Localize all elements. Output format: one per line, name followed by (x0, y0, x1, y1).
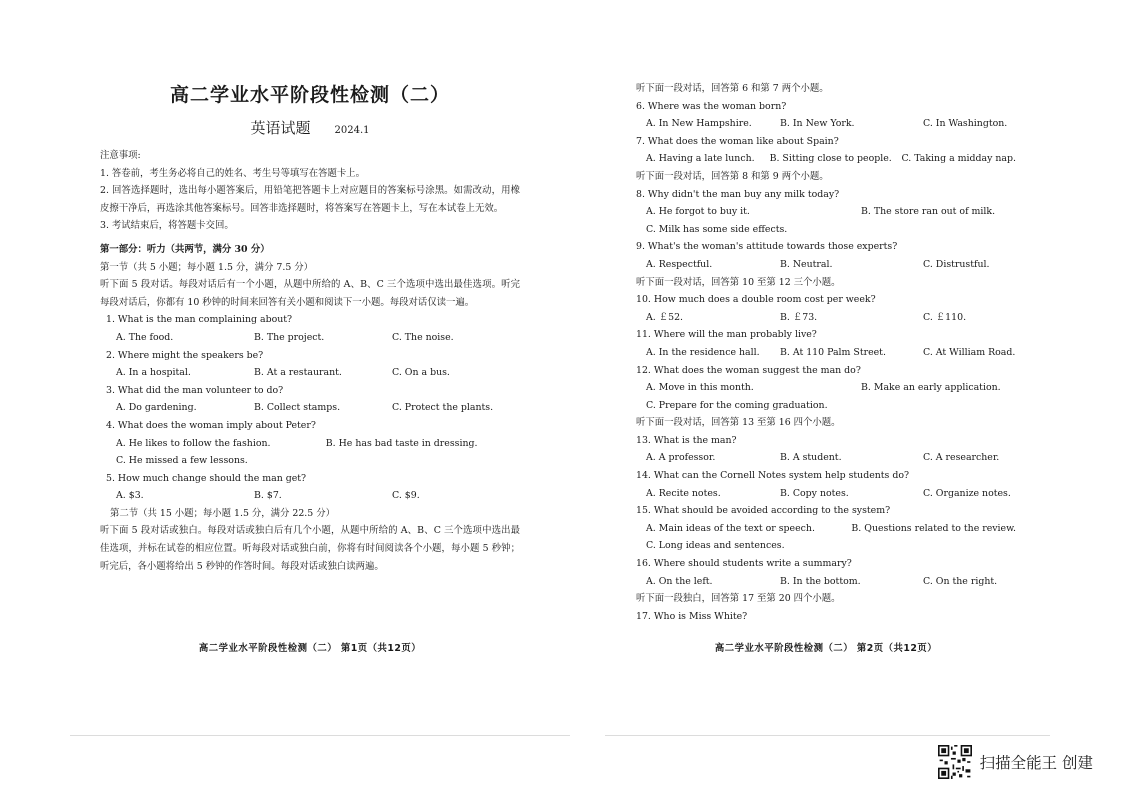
answer-option: C. Distrustful. (923, 258, 990, 270)
answer-options (636, 449, 1016, 467)
answer-option: C. Milk has some side effects. (646, 223, 788, 235)
question-text: 15. What should be avoided according to the system? (636, 505, 891, 517)
question-list (100, 311, 520, 505)
question-text: 2. Where might the speakers be? (106, 349, 264, 361)
answer-options (636, 203, 1016, 221)
answer-options (636, 573, 1016, 591)
answer-option: C. On a bus. (392, 367, 450, 379)
answer-options (636, 221, 1016, 239)
answer-options (636, 256, 1016, 274)
page-footer: 高二学业水平阶段性检测（二） 第1页（共12页） (198, 643, 422, 654)
question-text: 1. What is the man complaining about? (106, 314, 293, 326)
answer-option: C. $9. (392, 490, 420, 502)
answer-option: A. $3. (116, 490, 144, 502)
answer-option: B. ￡73. (780, 311, 818, 323)
answer-option: A. Having a late lunch. (646, 153, 755, 165)
question-text: 8. Why didn't the man buy any milk today? (636, 188, 840, 200)
section-heading: 第二节（共 15 小题；每小题 1.5 分，满分 22.5 分） (110, 507, 335, 519)
page-1-content (100, 147, 520, 575)
section-heading: 第一节（共 5 小题；每小题 1.5 分，满分 7.5 分） (100, 261, 314, 273)
answer-option: C. At William Road. (923, 346, 1016, 358)
exam-date: 2024.1 (334, 125, 370, 136)
answer-option: B. A student. (780, 452, 842, 464)
answer-option: A. A professor. (646, 452, 716, 464)
answer-option: B. At 110 Palm Street. (780, 346, 886, 358)
answer-option: B. At a restaurant. (254, 367, 342, 379)
note-item: 1. 答卷前，考生务必将自己的姓名、考生号等填写在答题卡上。 (100, 167, 366, 179)
scanner-watermark (938, 745, 1093, 779)
question-text: 5. How much change should the man get? (106, 472, 307, 484)
answer-option: B. Copy notes. (780, 487, 849, 499)
exam-title: 高二学业水平阶段性检测（二） (169, 84, 450, 106)
answer-options (636, 520, 1016, 538)
answer-options (636, 379, 1016, 397)
answer-option: B. Questions related to the review. (851, 522, 1016, 534)
notes-heading: 注意事项: (100, 150, 141, 161)
section-instructions: 听下面 5 段对话。每段对话后有一个小题，从题中所给的 A、B、C 三个选项中选出最佳选项。听完每段对话后，你都有 10 秒钟的时间来回答有关小题和阅读下一小题。每段对话仅读一遍。 (100, 279, 520, 308)
answer-option: C. Taking a midday nap. (901, 153, 1016, 165)
answer-option: C. Long ideas and sentences. (646, 540, 785, 552)
answer-option: B. $7. (254, 490, 282, 502)
answer-option: A. In the residence hall. (646, 346, 760, 358)
part-heading: 第一部分：听力（共两节，满分 30 分） (100, 243, 270, 255)
scan-edge-line (605, 735, 1050, 736)
question-text: 9. What's the woman's attitude towards those experts? (636, 241, 898, 253)
note-item: 2. 回答选择题时，选出每小题答案后，用铅笔把答题卡上对应题目的答案标号涂黑。如需改动，用橡皮擦干净后，再选涂其他答案标号。回答非选择题时，将答案写在答题卡上，写在本试卷上无效。 (100, 185, 520, 214)
answer-options (636, 397, 1016, 415)
question-text: 14. What can the Cornell Notes system help students do? (636, 470, 910, 482)
answer-option: C. Prepare for the coming graduation. (646, 399, 828, 411)
answer-option: C. He missed a few lessons. (116, 455, 248, 467)
answer-options (636, 485, 1016, 503)
question-text: 7. What does the woman like about Spain? (636, 135, 839, 147)
question-text: 11. Where will the man probably live? (636, 329, 817, 341)
answer-option: C. In Washington. (923, 118, 1008, 130)
answer-option: B. The store ran out of milk. (861, 206, 996, 218)
answer-option: A. The food. (116, 331, 174, 343)
answer-options (636, 150, 1016, 168)
note-item: 3. 考试结束后，将答题卡交回。 (100, 220, 234, 232)
watermark-text: 扫描全能王 创建 (979, 754, 1093, 772)
answer-option: C. Protect the plants. (392, 402, 494, 414)
answer-option: B. In the bottom. (780, 575, 861, 587)
answer-option: A. Respectful. (646, 258, 713, 270)
question-text: 16. Where should students write a summary? (636, 558, 852, 570)
answer-option: B. He has bad taste in dressing. (325, 437, 478, 449)
exam-page-2 (636, 0, 1016, 794)
answer-option: A. He forgot to buy it. (646, 206, 750, 218)
answer-option: C. The noise. (392, 331, 454, 343)
answer-option: B. In New York. (780, 118, 855, 130)
answer-option: B. Collect stamps. (254, 402, 341, 414)
answer-option: B. The project. (254, 331, 325, 343)
question-text: 13. What is the man? (636, 434, 737, 446)
dialogue-instruction: 听下面一段对话，回答第 10 至第 12 三个小题。 (636, 276, 841, 288)
section-instructions: 听下面 5 段对话或独白。每段对话或独白后有几个小题，从题中所给的 A、B、C 三个选项中选出最佳选项，并标在试卷的相应位置。听每段对话或独白前，你将有时间阅读各个小题，每小题 5 秒钟；听完后，各小题将给出 5 秒钟的作答时间。每段对话或独白读两遍。 (100, 525, 520, 572)
answer-options (636, 344, 1016, 362)
page-footer: 高二学业水平阶段性检测（二） 第2页（共12页） (714, 643, 938, 654)
answer-options (636, 309, 1016, 327)
answer-option: B. Neutral. (780, 258, 833, 270)
page-2-content (636, 80, 1016, 625)
answer-option: A. On the left. (646, 575, 713, 587)
exam-subtitle (100, 117, 520, 138)
question-text: 10. How much does a double room cost per week? (636, 294, 876, 306)
dialogue-instruction: 听下面一段对话，回答第 6 和第 7 两个小题。 (636, 83, 829, 94)
question-text: 4. What does the woman imply about Peter? (106, 419, 316, 431)
answer-option: A. Move in this month. (646, 382, 754, 394)
answer-option: C. On the right. (923, 575, 998, 587)
answer-option: A. In New Hampshire. (646, 118, 752, 130)
answer-option: A. He likes to follow the fashion. (116, 437, 271, 449)
answer-option: C. A researcher. (923, 452, 1000, 464)
answer-option: A. Do gardening. (116, 402, 197, 414)
answer-option: A. Main ideas of the text or speech. (646, 522, 815, 534)
answer-option: C. ￡110. (923, 311, 967, 323)
answer-option: B. Make an early application. (861, 382, 1001, 394)
dialogue-instruction: 听下面一段独白，回答第 17 至第 20 四个小题。 (636, 593, 841, 605)
question-text: 6. Where was the woman born? (636, 100, 787, 112)
answer-option: A. Recite notes. (646, 487, 721, 499)
dialogue-instruction: 听下面一段对话，回答第 8 和第 9 两个小题。 (636, 170, 829, 182)
answer-options (636, 537, 1016, 555)
scan-edge-line (70, 735, 570, 736)
qr-code-icon (938, 745, 972, 779)
answer-option: B. Sitting close to people. (769, 153, 892, 165)
answer-option: A. ￡52. (646, 311, 684, 323)
answer-option: C. Organize notes. (923, 487, 1011, 499)
dialogue-instruction: 听下面一段对话，回答第 13 至第 16 四个小题。 (636, 417, 841, 429)
question-text: 17. Who is Miss White? (636, 610, 748, 622)
question-text: 12. What does the woman suggest the man do? (636, 364, 861, 376)
answer-options (636, 115, 1016, 133)
subject-label: 英语试题 (250, 119, 311, 137)
question-text: 3. What did the man volunteer to do? (106, 384, 284, 396)
answer-option: A. In a hospital. (116, 367, 191, 379)
exam-page-1 (100, 0, 520, 794)
